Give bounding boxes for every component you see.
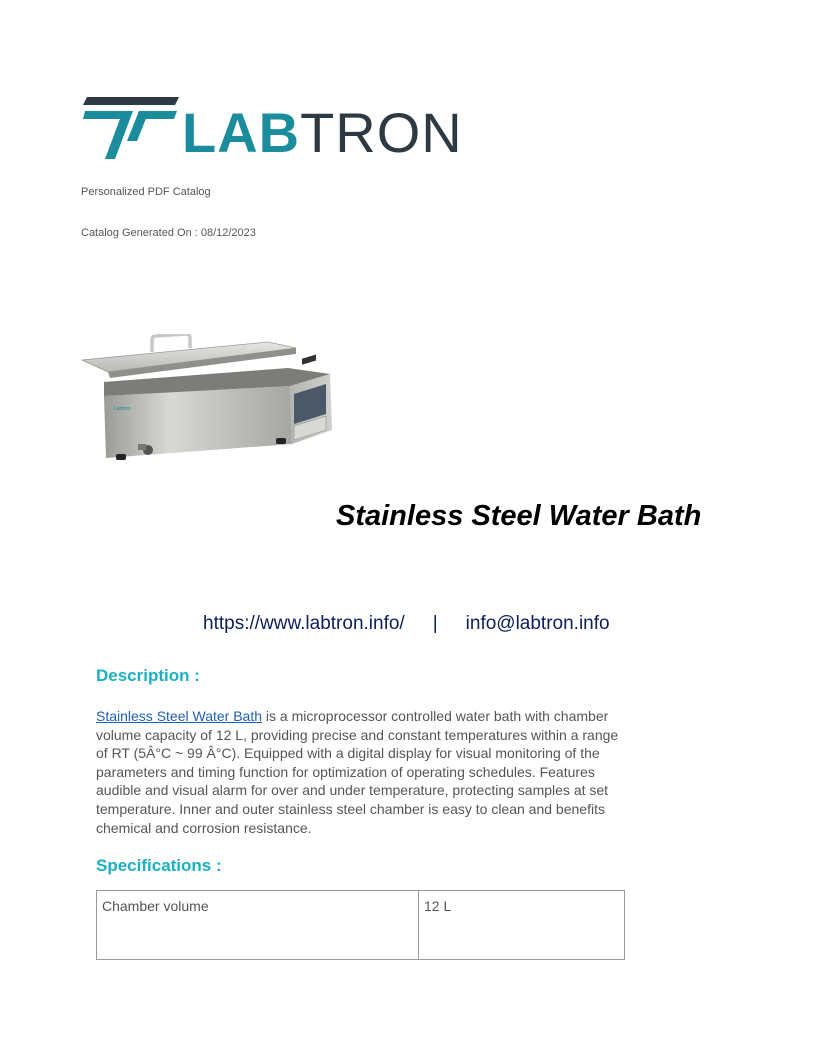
spec-label: Chamber volume — [97, 891, 419, 960]
website-link[interactable]: https://www.labtron.info/ — [203, 613, 405, 634]
svg-text:Labtron: Labtron — [114, 406, 131, 412]
brand-wordmark — [182, 101, 463, 164]
brand-logo — [83, 97, 463, 164]
contact-separator: | — [432, 613, 438, 634]
product-title: Stainless Steel Water Bath — [336, 500, 702, 532]
table-row — [97, 891, 625, 960]
spec-value: 12 L — [419, 891, 625, 960]
specifications-heading: Specifications : — [96, 856, 222, 875]
water-bath-image — [82, 334, 336, 468]
catalog-subtitle: Personalized PDF Catalog — [81, 186, 211, 198]
catalog-generated-date: Catalog Generated On : 08/12/2023 — [81, 227, 256, 239]
product-link[interactable]: Stainless Steel Water Bath — [96, 708, 263, 724]
brand-name-tron: TRON — [300, 101, 463, 164]
email-link[interactable]: info@labtron.info — [465, 613, 610, 634]
description-heading: Description : — [96, 666, 200, 685]
contact-line — [203, 613, 610, 635]
specifications-table — [96, 890, 625, 960]
brand-name-lab: LAB — [182, 101, 301, 164]
description-body: is a microprocessor controlled water bath with chamber volume capacity of 12 L, providing precise and constant temperatures within a range of RT (5Â°C ~ 99 Â°C). Equipped with a digital display for visual monitoring of the parameters and timing function for optimization of operating schedules. Features audible and visual alarm for over and under temperature, protecting samples at set temperature. Inner and outer stainless steel chamber is easy to clean and benefits chemical and corrosion resistance. — [96, 708, 619, 836]
description-text — [96, 707, 626, 837]
labtron-logo-icon — [83, 97, 179, 161]
